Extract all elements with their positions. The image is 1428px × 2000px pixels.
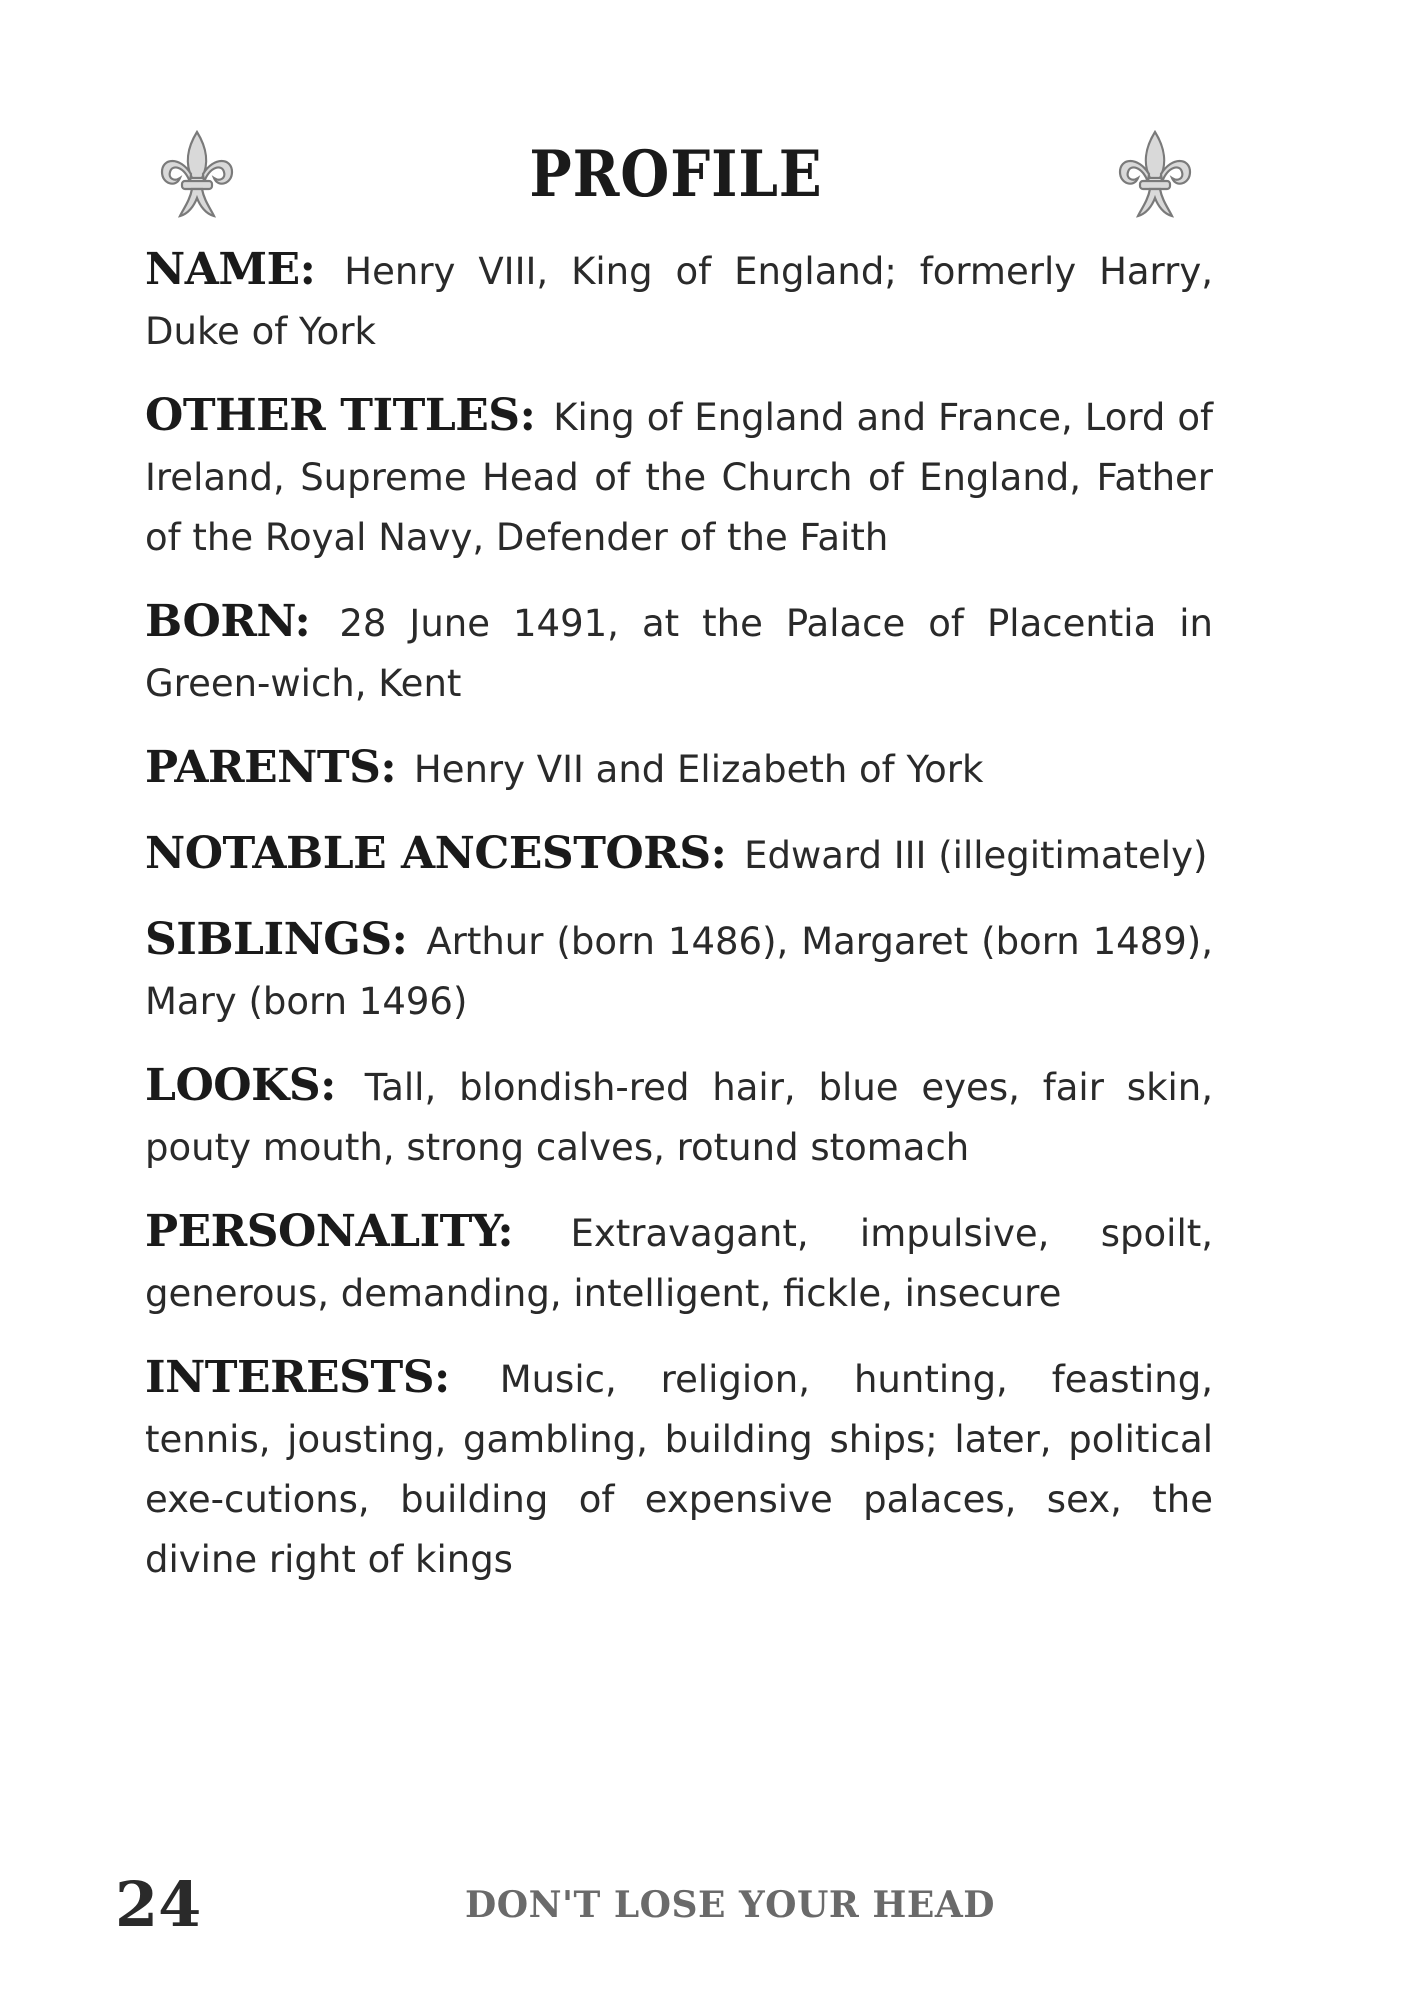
entry-label: SIBLINGS: <box>145 914 408 965</box>
entry-text: Henry VII and Elizabeth of York <box>413 748 984 791</box>
entry-label: PERSONALITY: <box>145 1206 514 1257</box>
entry-text: King of England and France, Lord of Ireland, Supreme Head of the Church of England, Father of the Royal Navy, Defender of the Faith <box>145 396 1213 559</box>
page-header <box>140 120 1212 230</box>
profile-entry-notable-ancestors <box>145 824 1213 886</box>
profile-entry-name <box>145 240 1213 362</box>
running-title: DON'T LOSE YOUR HEAD <box>465 1884 995 1926</box>
entry-label: NOTABLE ANCESTORS: <box>145 828 727 879</box>
profile-entry-interests <box>145 1348 1213 1590</box>
page-footer <box>115 1865 1215 1945</box>
entry-label: BORN: <box>145 596 311 647</box>
entry-label: NAME: <box>145 244 316 295</box>
entry-text: Extravagant, impulsive, spoilt, generous, demanding, intelligent, fickle, insecure <box>145 1212 1214 1315</box>
profile-entry-born <box>145 592 1213 714</box>
entry-text: Music, religion, hunting, feasting, tennis, jousting, gambling, building ships; later, political exe-cutions, building of expensive palaces, sex, the divine right of kings <box>145 1358 1213 1581</box>
entry-label: LOOKS: <box>145 1060 336 1111</box>
entry-label: INTERESTS: <box>145 1352 450 1403</box>
profile-entry-siblings <box>145 910 1213 1032</box>
fleur-de-lis-icon <box>1110 126 1200 226</box>
entry-label: OTHER TITLES: <box>145 390 536 441</box>
page-number: 24 <box>115 1868 202 1941</box>
entry-text: Edward III (illegitimately) <box>744 834 1208 877</box>
profile-entry-parents <box>145 738 1213 800</box>
page-title: PROFILE <box>529 137 823 212</box>
profile-entry-personality <box>145 1202 1213 1324</box>
entry-text: Henry VIII, King of England; formerly Harry, Duke of York <box>145 250 1213 353</box>
profile-entry-looks <box>145 1056 1213 1178</box>
entry-text: Tall, blondish-red hair, blue eyes, fair skin, pouty mouth, strong calves, rotund stomach <box>145 1066 1213 1169</box>
entry-text: Arthur (born 1486), Margaret (born 1489), Mary (born 1496) <box>145 920 1213 1023</box>
profile-entry-other-titles <box>145 386 1213 568</box>
entry-text: 28 June 1491, at the Palace of Placentia in Green-wich, Kent <box>145 602 1214 705</box>
profile-entries <box>145 240 1213 1614</box>
entry-label: PARENTS: <box>145 742 397 793</box>
